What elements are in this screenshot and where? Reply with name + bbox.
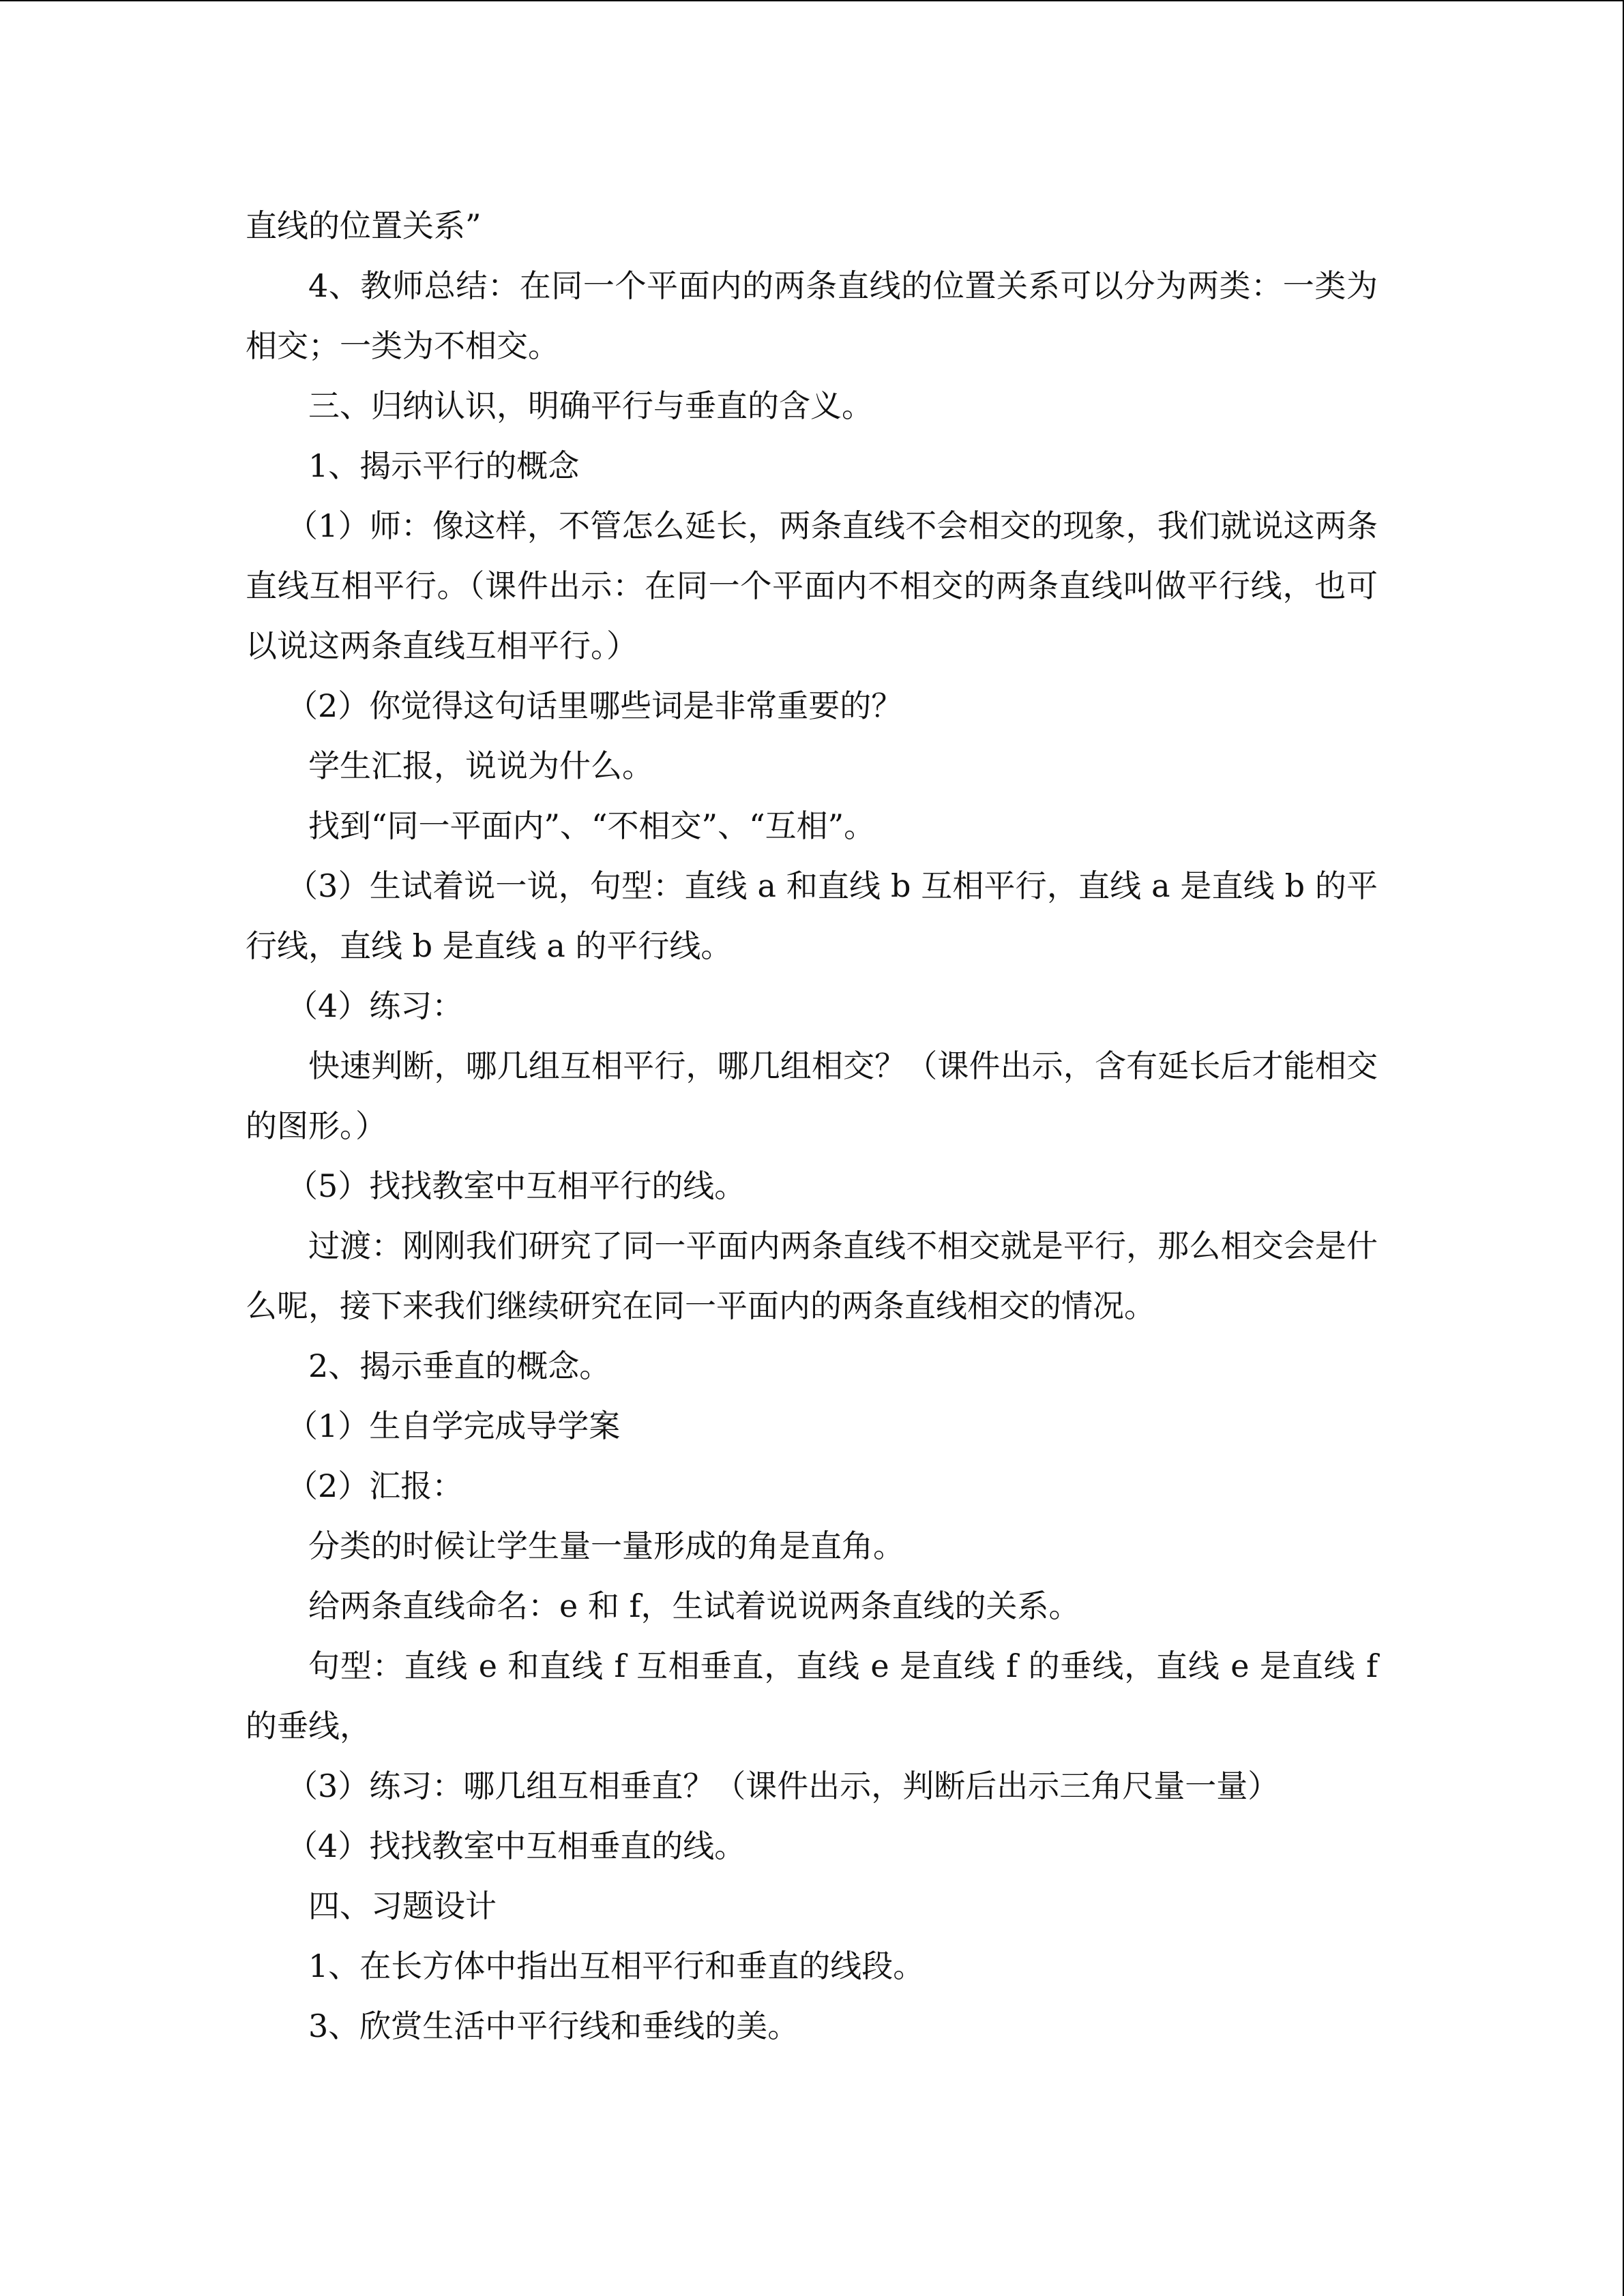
paragraph-2: 4、教师总结：在同一个平面内的两条直线的位置关系可以分为两类：一类为相交；一类为不相交。 bbox=[246, 267, 1378, 364]
paragraph-16: （2）汇报： bbox=[286, 1467, 464, 1504]
paragraph-6: （2）你觉得这句话里哪些词是非常重要的？ bbox=[286, 687, 903, 724]
paragraph-10: （4）练习： bbox=[286, 987, 464, 1024]
paragraph-12: （5）找找教室中互相平行的线。 bbox=[286, 1167, 746, 1204]
paragraph-18: 给两条直线命名：e 和 f，生试着说说两条直线的关系。 bbox=[308, 1587, 1080, 1624]
section-heading-3: 三、归纳认识，明确平行与垂直的含义。 bbox=[308, 387, 873, 424]
paragraph-20: （3）练习：哪几组互相垂直？（课件出示，判断后出示三角尺量一量） bbox=[286, 1768, 1280, 1804]
paragraph-19: 句型：直线 e 和直线 f 互相垂直，直线 e 是直线 f 的垂线，直线 e 是直线 f 的垂线， bbox=[246, 1648, 1378, 1744]
subheading-parallel: 1、揭示平行的概念 bbox=[308, 447, 580, 484]
paragraph-23: 1、在长方体中指出互相平行和垂直的线段。 bbox=[308, 1948, 925, 1984]
paragraph-1: 直线的位置关系” bbox=[246, 207, 482, 244]
paragraph-9: （3）生试着说一说，句型：直线 a 和直线 b 互相平行，直线 a 是直线 b 的平行线，直线 b 是直线 a 的平行线。 bbox=[246, 867, 1378, 964]
paragraph-17: 分类的时候让学生量一量形成的角是直角。 bbox=[308, 1527, 904, 1564]
subheading-perpendicular: 2、揭示垂直的概念。 bbox=[308, 1347, 611, 1384]
paragraph-13: 过渡：刚刚我们研究了同一平面内两条直线不相交就是平行，那么相交会是什么呢，接下来我们继续研究在同一平面内的两条直线相交的情况。 bbox=[246, 1227, 1378, 1324]
section-heading-4: 四、习题设计 bbox=[308, 1888, 497, 1924]
paragraph-11: 快速判断，哪几组互相平行，哪几组相交？（课件出示，含有延长后才能相交的图形。） bbox=[246, 1047, 1378, 1144]
paragraph-5: （1）师：像这样，不管怎么延长，两条直线不会相交的现象，我们就说这两条直线互相平行。（课件出示：在同一个平面内不相交的两条直线叫做平行线，也可以说这两条直线互相平行。） bbox=[246, 507, 1378, 664]
paragraph-8: 找到“同一平面内”、“不相交”、“互相”。 bbox=[308, 807, 876, 844]
paragraph-15: （1）生自学完成导学案 bbox=[286, 1407, 621, 1444]
paragraph-21: （4）找找教室中互相垂直的线。 bbox=[286, 1828, 746, 1864]
paragraph-24: 3、欣赏生活中平行线和垂线的美。 bbox=[308, 2008, 799, 2044]
paragraph-7: 学生汇报，说说为什么。 bbox=[308, 747, 653, 784]
document-body bbox=[246, 196, 1378, 2056]
